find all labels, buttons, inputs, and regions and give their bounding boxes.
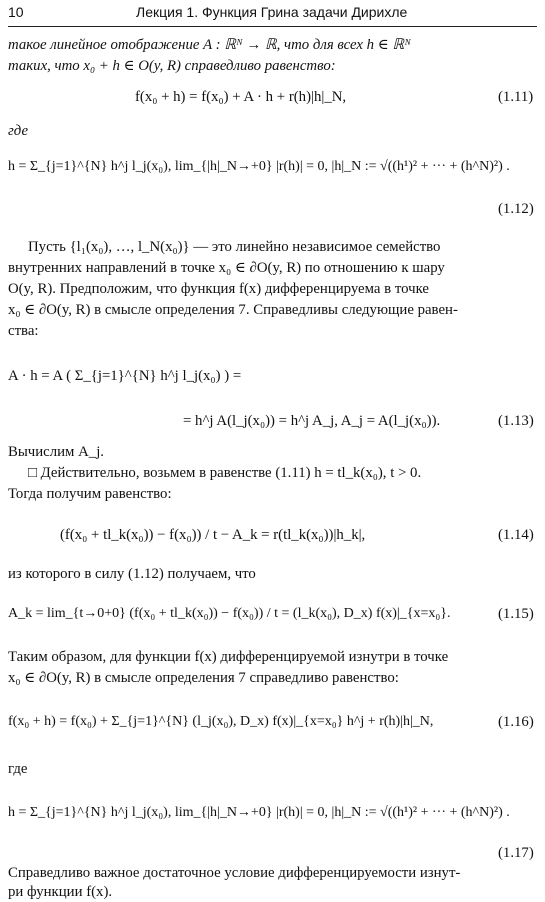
text-line: x₀ ∈ ∂O(y, R) в смысле определения 7. Справедливы следующие равен- [8,302,458,318]
running-header [8,2,537,27]
text-line: □ Действительно, возьмем в равенстве (1.11) h = tl_k(x₀), t > 0. [28,465,422,481]
equation-1-17: h = Σ_{j=1}^{N} h^j l_j(x₀), lim_{|h|_N→+0} |r(h)| = 0, |h|_N := √((h¹)² + ··· + (h^N)²) . [8,805,510,820]
equation-1-11: f(x₀ + h) = f(x₀) + A · h + r(h)|h|_N, [135,89,347,105]
equation-tag: (1.17) [498,845,534,861]
equation-1-13-line1: A · h = A ( Σ_{j=1}^{N} h^j l_j(x₀) ) = [8,368,242,384]
text-line: такое линейное отображение A : ℝᴺ → ℝ, что для всех h ∈ ℝᴺ [8,37,411,53]
text-line: из которого в силу (1.12) получаем, что [8,566,256,582]
text-line: ства: [8,323,39,339]
text-line: таких, что x₀ + h ∈ O(y, R) справедливо равенство: [8,58,336,74]
equation-1-12: h = Σ_{j=1}^{N} h^j l_j(x₀), lim_{|h|_N→+0} |r(h)| = 0, |h|_N := √((h¹)² + ··· + (h^N)²) . [8,159,510,174]
text-line: ри функции f(x). [8,884,113,900]
text-line: Вычислим A_j. [8,444,104,460]
equation-tag: (1.15) [498,606,534,622]
equation-1-13-line2: = h^j A(l_j(x₀)) = h^j A_j, A_j = A(l_j(x₀)). [183,413,441,429]
text-line: Пусть {l₁(x₀), …, l_N(x₀)} — это линейно независимое семейство [28,239,441,255]
text-line: Таким образом, для функции f(x) дифференцируемой изнутри в точке [8,649,449,665]
equation-tag: (1.12) [498,201,534,217]
equation-tag: (1.14) [498,527,534,543]
text-line: где [8,761,28,777]
equation-tag: (1.16) [498,714,534,730]
equation-1-16: f(x₀ + h) = f(x₀) + Σ_{j=1}^{N} (l_j(x₀), D_x) f(x)|_{x=x₀} h^j + r(h)|h|_N, [8,714,434,729]
text-line: O(y, R). Предположим, что функция f(x) дифференцируема в точке [8,281,429,297]
text-line: x₀ ∈ ∂O(y, R) в смысле определения 7 справедливо равенство: [8,670,399,686]
page-number: 10 [8,4,24,20]
equation-tag: (1.13) [498,413,534,429]
text-line: внутренних направлений в точке x₀ ∈ ∂O(y, R) по отношению к шару [8,260,445,276]
equation-1-15: A_k = lim_{t→0+0} (f(x₀ + tl_k(x₀)) − f(x₀)) / t = (l_k(x₀), D_x) f(x)|_{x=x₀}. [8,606,451,621]
text-line: Тогда получим равенство: [8,486,172,502]
text-line: Справедливо важное достаточное условие дифференцируемости изнут- [8,865,461,881]
text-line: где [8,123,29,139]
equation-1-14: (f(x₀ + tl_k(x₀)) − f(x₀)) / t − A_k = r(tl_k(x₀))|h_k|, [60,527,366,543]
equation-tag: (1.11) [498,89,534,105]
running-title: Лекция 1. Функция Грина задачи Дирихле [136,4,408,20]
